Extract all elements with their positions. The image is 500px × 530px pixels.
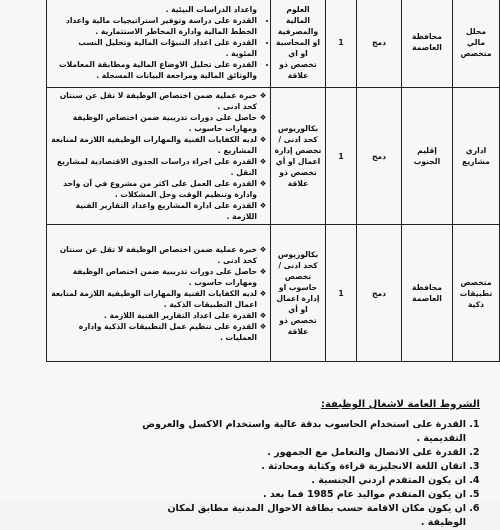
condition-item: 2. القدرة على الاتصال والتعامل مع الجمهور . <box>130 446 466 460</box>
job-count-cell: 1 <box>326 225 357 362</box>
job-location-cell: محافظة العاصمة <box>402 225 453 362</box>
requirement-item: ❖ القدرة على اعداد التقارير الفنية اللازمة . <box>50 310 257 321</box>
conditions-heading: الشروط العامة لاشغال الوظيفة: <box>320 399 480 410</box>
condition-item: 6. ان يكون مكان الاقامة حسب بطاقة الاحوال المدنية مطابق لمكان الوظيفة . <box>130 502 466 530</box>
condition-item: 3. اتقان اللغة الانجليزية قراءة وكتابة ومحادثة . <box>130 460 466 474</box>
table-row <box>47 0 500 88</box>
job-requirements-cell <box>47 225 271 362</box>
jobs-table <box>46 0 500 362</box>
condition-item: 5. ان يكون المتقدم مواليد عام 1985 فما بعد . <box>130 488 466 502</box>
table-row <box>47 88 500 225</box>
requirement-item: ❖ خبرة عملية ضمن اختصاص الوظيفة لا تقل عن سنتان كحد ادنى . <box>50 90 257 112</box>
requirement-item: ❖ القدرة على العمل على اكثر من مشروع في آن واحد وادارة وتنظيم الوقت وحل المشكلات . <box>50 178 257 200</box>
job-count-cell: 1 <box>326 0 357 88</box>
requirement-item: • القدرة على تحليل الاوضاع المالية ومطابقة المعاملات والوثائق المالية ومراجعة البيانات المسجلة . <box>50 59 257 81</box>
requirement-item: ❖ حاصل على دورات تدريبية ضمن اختصاص الوظيفة ومهارات حاسوب . <box>50 112 257 134</box>
job-type-cell: دمج <box>357 225 402 362</box>
requirement-item: • القدرة على دراسة وتوفير استراتيجيات مالية واعداد الخطط المالية وادارة المخاطر الاستثمارية . <box>50 15 257 37</box>
job-location-cell: محافظة العاصمة <box>402 0 453 88</box>
job-type-cell: دمج <box>357 0 402 88</box>
table-row <box>47 225 500 362</box>
requirement-item: ❖ القدرة على ادارة المشاريع واعداد التقارير الفنية اللازمة . <box>50 200 257 222</box>
job-title-cell: متخصص تطبيقات ذكية <box>453 225 500 362</box>
condition-item: 1. القدرة على استخدام الحاسوب بدقة عالية واستخدام الاكسل والعروض التقديمية . <box>130 418 466 446</box>
general-conditions <box>130 398 480 530</box>
job-qualification-cell: بكالوريوس كحد ادنى / تخصص حاسوب او إدارة اعمال او أي تخصص ذو علاقة <box>271 225 326 362</box>
condition-item: 4. ان يكون المتقدم اردني الجنسية . <box>130 474 466 488</box>
requirement-item: ❖ لديه الكفايات الفنية والمهارات الوظيفية اللازمة لمتابعة اعمال التطبيقات الذكية . <box>50 288 257 310</box>
job-type-cell: دمج <box>357 88 402 225</box>
job-qualification-cell: بكالوريوس كحد ادنى / تخصص إدارة اعمال او أي تخصص ذو علاقة <box>271 88 326 225</box>
requirement-item: • القدرة على اعداد التنبؤات المالية وتحليل النسب المئوية . <box>50 37 257 59</box>
requirement-item: واعداد الدراسات البيئية . <box>165 4 257 14</box>
job-requirements-cell <box>47 0 271 88</box>
job-requirements-cell <box>47 88 271 225</box>
requirement-item: ❖ القدرة على اجراء دراسات الجدوى الاقتصادية لمشاريع النقل . <box>50 156 257 178</box>
requirement-item: ❖ القدرة على تنظيم عمل التطبيقات الذكية وادارة العمليات . <box>50 321 257 343</box>
job-title-cell: اداري مشاريع <box>453 88 500 225</box>
job-location-cell: إقليم الجنوب <box>402 88 453 225</box>
job-title-cell: محلل مالي متخصص <box>453 0 500 88</box>
job-qualification-cell: العلوم المالية والمصرفية او المحاسبة او اي تخصص ذو علاقة <box>271 0 326 88</box>
requirement-item: ❖ خبرة عملية ضمن اختصاص الوظيفة لا تقل عن سنتان كحد ادنى . <box>50 244 257 266</box>
requirement-item: ❖ حاصل على دورات تدريبية ضمن اختصاص الوظيفة ومهارات حاسوب . <box>50 266 257 288</box>
requirement-item: ❖ لديه الكفايات الفنية والمهارات الوظيفية اللازمة لمتابعة المشاريع . <box>50 134 257 156</box>
job-count-cell: 1 <box>326 88 357 225</box>
